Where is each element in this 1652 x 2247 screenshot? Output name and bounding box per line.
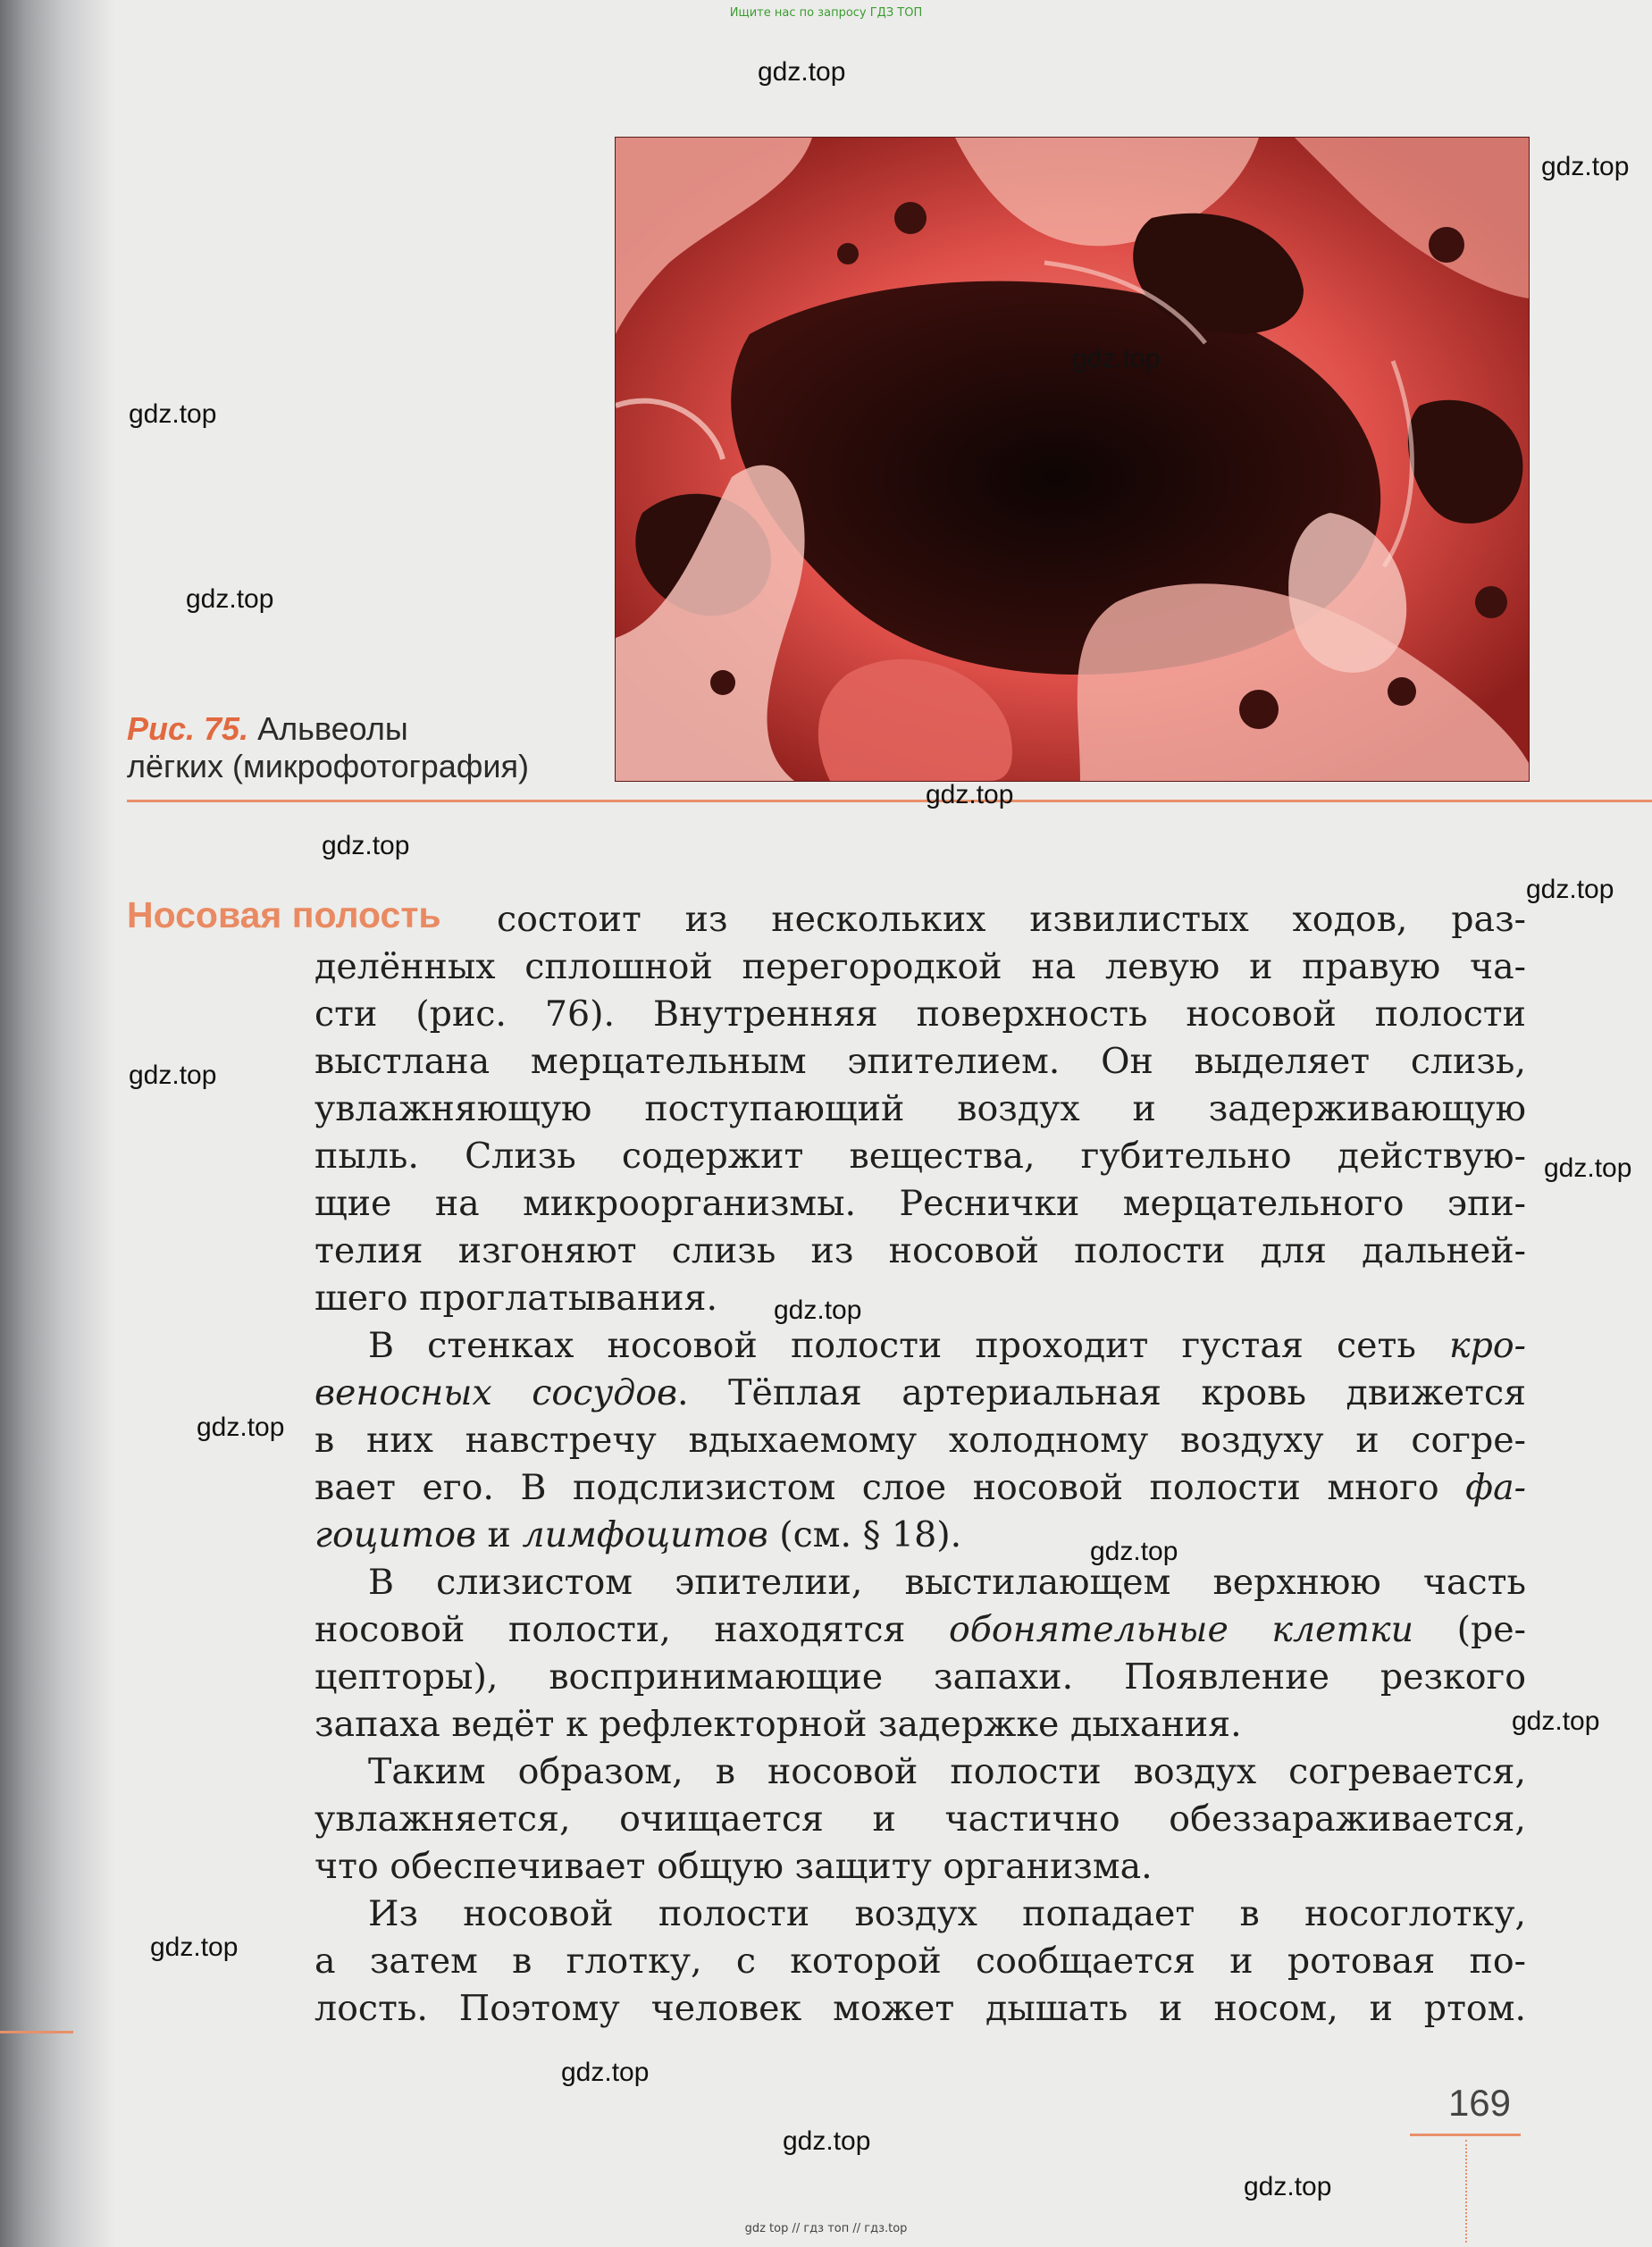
- text-line: пыль. Слизь содержит вещества, губительно действую-: [314, 1136, 1526, 1177]
- text-line: лость. Поэтому человек может дышать и носом, и ртом.: [314, 1988, 1526, 2029]
- figure-label: Рис. 75.: [127, 710, 249, 747]
- watermark: gdz.top: [1512, 1706, 1600, 1736]
- text-line: шего проглатывания.: [314, 1278, 718, 1319]
- watermark: gdz.top: [150, 1933, 239, 1962]
- figure-caption-line1: Альвеолы: [257, 710, 408, 747]
- watermark: gdz.top: [1244, 2172, 1332, 2201]
- watermark: gdz.top: [186, 584, 274, 614]
- watermark: gdz.top: [1072, 344, 1161, 373]
- alveoli-micrograph-image: [616, 138, 1529, 781]
- page-number-rule: [1410, 2134, 1521, 2136]
- bottom-banner: gdz top // гдз топ // гдз.top: [744, 2222, 908, 2235]
- book-spine-shadow: [0, 0, 116, 2247]
- text-line: веносных сосудов. Тёплая артериальная кровь движется: [314, 1372, 1526, 1413]
- text-line: Из носовой полости воздух попадает в носоглотку,: [368, 1893, 1526, 1934]
- text-line: а затем в глотку, с которой сообщается и ротовая по-: [314, 1941, 1526, 1982]
- text-line: цепторы), воспринимающие запахи. Появление резкого: [314, 1656, 1526, 1698]
- text-line: делённых сплошной перегородкой на левую и правую ча-: [314, 946, 1526, 987]
- term-phagocytes: фа-: [1465, 1467, 1526, 1508]
- text-line: увлажняется, очищается и частично обеззараживается,: [314, 1798, 1526, 1840]
- alveoli-micrograph: [615, 137, 1530, 782]
- text-line: увлажняющую поступающий воздух и задерживающую: [314, 1088, 1526, 1129]
- figure-caption: [127, 710, 609, 785]
- text-line: носовой полости, находятся обонятельные клетки (ре-: [314, 1609, 1526, 1650]
- text-line: В слизистом эпителии, выстилающем верхнюю часть: [368, 1562, 1526, 1603]
- watermark: gdz.top: [322, 831, 410, 860]
- text-line: выстлана мерцательным эпителием. Он выделяет слизь,: [314, 1041, 1526, 1082]
- text-line: гоцитов и лимфоцитов (см. § 18).: [314, 1514, 962, 1555]
- watermark: gdz.top: [129, 399, 217, 429]
- watermark: gdz.top: [1544, 1153, 1632, 1183]
- text-line: телия изгоняют слизь из носовой полости для дальней-: [314, 1230, 1526, 1271]
- text-line: запаха ведёт к рефлекторной задержке дыхания.: [314, 1704, 1242, 1745]
- watermark: gdz.top: [783, 2126, 871, 2156]
- text-line: Таким образом, в носовой полости воздух согревается,: [368, 1751, 1526, 1792]
- watermark: gdz.top: [1526, 875, 1614, 904]
- term-blood-vessels: кро-: [1448, 1325, 1526, 1366]
- watermark: gdz.top: [197, 1413, 285, 1442]
- page-number: 169: [1447, 2082, 1512, 2124]
- text-line: вает его. В подслизистом слое носовой полости много фа-: [314, 1467, 1526, 1508]
- watermark: gdz.top: [129, 1061, 217, 1090]
- section-divider: [127, 800, 1652, 802]
- watermark: gdz.top: [1090, 1537, 1178, 1566]
- text-line: щие на микроорганизмы. Реснички мерцательного эпи-: [314, 1183, 1526, 1224]
- term-blood-vessels: веносных сосудов: [314, 1372, 678, 1413]
- watermark: gdz.top: [561, 2058, 650, 2087]
- term-phagocytes: гоцитов: [314, 1514, 476, 1555]
- text-line: что обеспечивает общую защиту организма.: [314, 1846, 1153, 1887]
- top-banner: Ищите нас по запросу ГДЗ ТОП: [729, 6, 923, 20]
- text-line: В стенках носовой полости проходит густая сеть кро-: [368, 1325, 1526, 1366]
- figure-caption-line2: лёгких (микрофотография): [127, 748, 529, 784]
- text-line: сти (рис. 76). Внутренняя поверхность носовой полости: [314, 994, 1526, 1035]
- watermark: gdz.top: [758, 57, 846, 87]
- watermark: gdz.top: [926, 780, 1014, 809]
- watermark: gdz.top: [774, 1295, 862, 1325]
- margin-accent-bar: [0, 2031, 73, 2033]
- text-line: состоит из нескольких извилистых ходов, раз-: [497, 899, 1526, 940]
- section-heading: Носовая полость: [127, 894, 441, 935]
- term-lymphocytes: лимфоцитов: [522, 1514, 768, 1555]
- term-olfactory-cells: обонятельные клетки: [948, 1609, 1414, 1650]
- watermark: gdz.top: [1541, 152, 1630, 181]
- text-line: в них навстречу вдыхаемому холодному воздуху и согре-: [314, 1420, 1526, 1461]
